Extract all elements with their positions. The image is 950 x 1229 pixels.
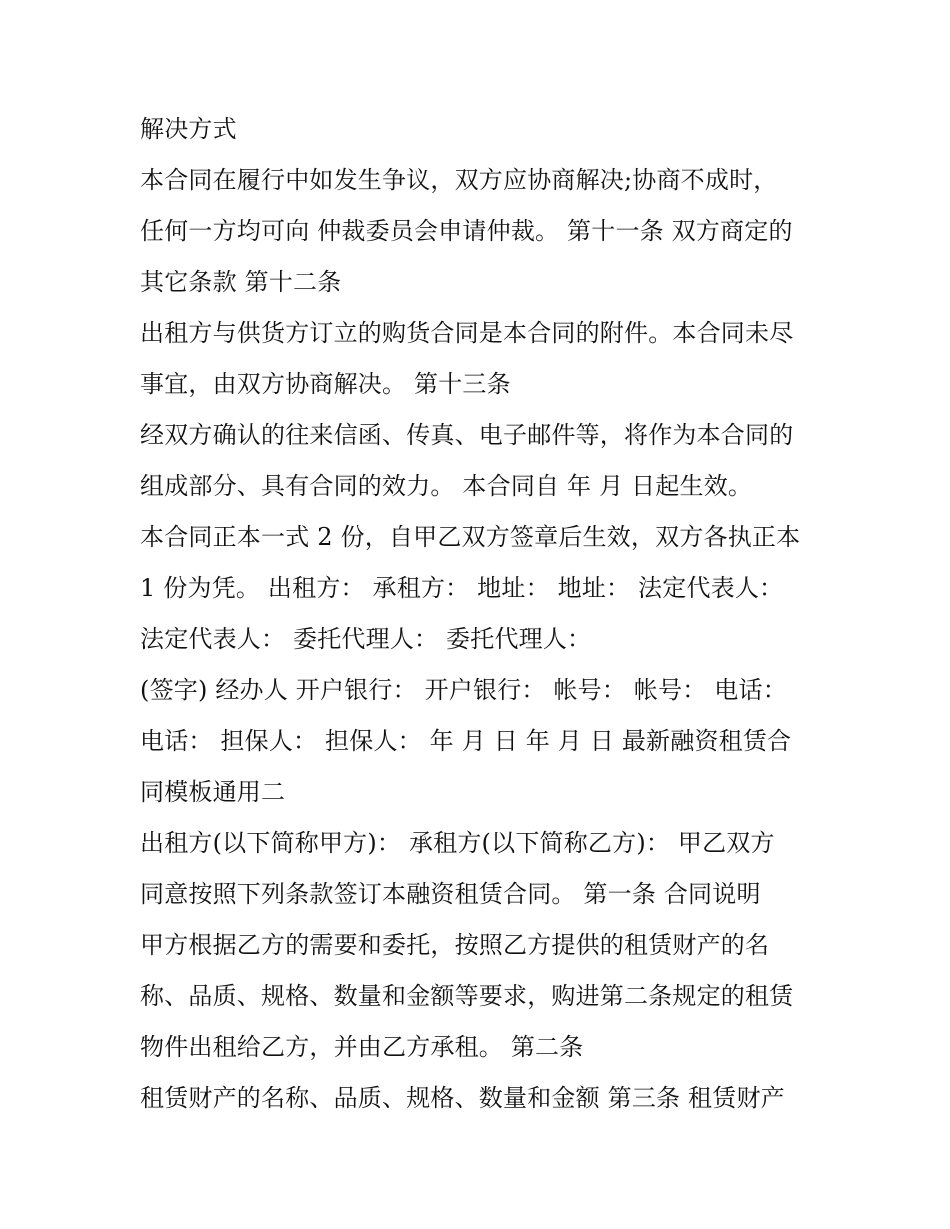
text-line: 物件出租给乙方，并由乙方承租。 第二条 — [140, 1033, 584, 1061]
text-line: 1 份为凭。 出租方： 承租方： 地址： 地址： 法定代表人： — [140, 574, 784, 602]
text-line: 解决方式 — [140, 115, 237, 143]
document-body — [140, 104, 820, 1124]
text-line: 租赁财产的名称、品质、规格、数量和金额 第三条 租赁财产 — [140, 1084, 785, 1112]
text-line: 本合同正本一式 2 份，自甲乙双方签章后生效，双方各执正本 — [140, 523, 801, 551]
text-line: 本合同在履行中如发生争议，双方应协商解决;协商不成时， — [140, 166, 778, 194]
text-line: 其它条款 第十二条 — [140, 268, 342, 296]
text-line: 称、品质、规格、数量和金额等要求，购进第二条规定的租赁 — [140, 982, 794, 1010]
text-line: 法定代表人： 委托代理人： 委托代理人： — [140, 625, 592, 653]
text-line: 事宜，由双方协商解决。 第十三条 — [140, 370, 511, 398]
text-line: 出租方与供货方订立的购货合同是本合同的附件。本合同未尽 — [140, 319, 794, 347]
text-line: 经双方确认的往来信函、传真、电子邮件等，将作为本合同的 — [140, 421, 794, 449]
text-line: 甲方根据乙方的需要和委托，按照乙方提供的租赁财产的名 — [140, 931, 770, 959]
text-line: 电话： 担保人： 担保人： 年 月 日 年 月 日 最新融资租赁合 — [140, 727, 792, 755]
text-line: 出租方(以下简称甲方)： 承租方(以下简称乙方)： 甲乙双方 — [140, 829, 775, 857]
text-line: 同意按照下列条款签订本融资租赁合同。 第一条 合同说明 — [140, 880, 761, 908]
text-line: 任何一方均可向 仲裁委员会申请仲裁。 第十一条 双方商定的 — [140, 217, 793, 245]
text-line: 组成部分、具有合同的效力。 本合同自 年 月 日起生效。 — [140, 472, 753, 500]
text-line: (签字) 经办人 开户银行： 开户银行： 帐号： 帐号： 电话： — [140, 676, 787, 704]
text-line: 同模板通用二 — [140, 778, 286, 806]
